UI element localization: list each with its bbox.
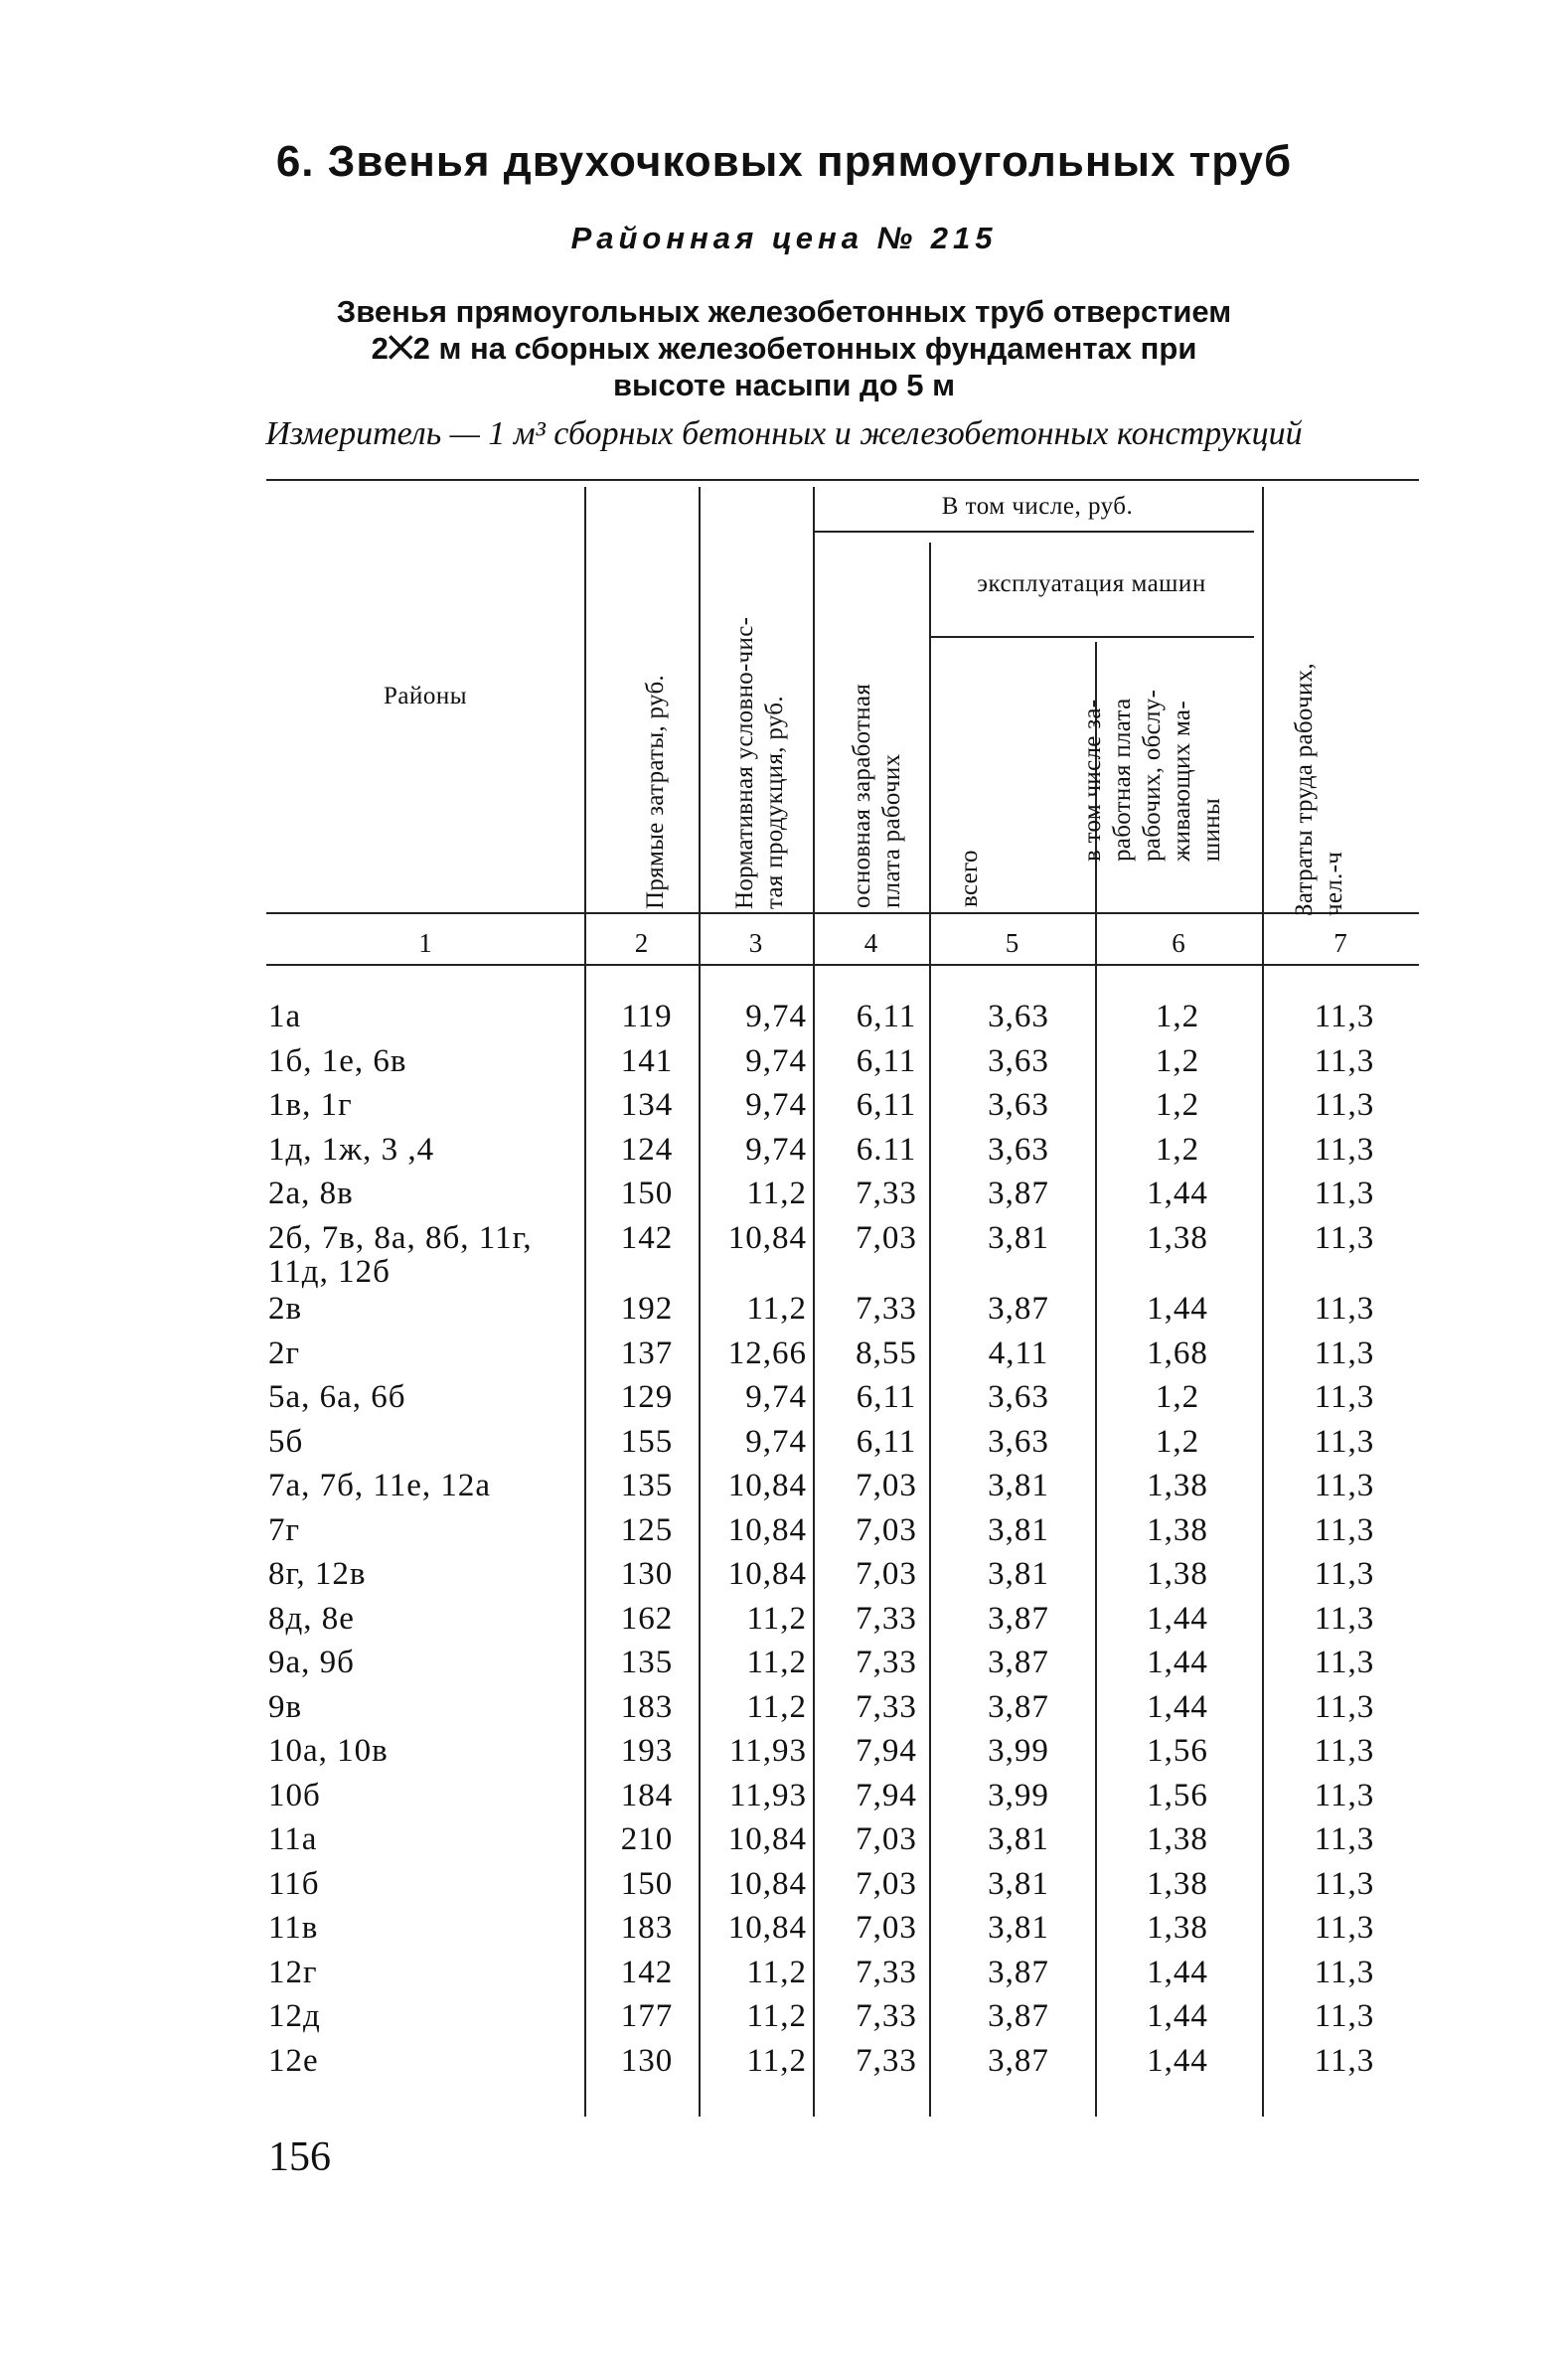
cell-value: 11,3	[1314, 1042, 1375, 1079]
cell-value: 177	[620, 1998, 674, 2034]
cell-value: 4,11	[988, 1335, 1049, 1371]
region-name: 2в	[268, 1291, 303, 1327]
cell-value: 11,3	[1314, 1291, 1375, 1327]
cell-value: 7,03	[856, 1821, 917, 1857]
cell-value: 3,87	[988, 2042, 1049, 2079]
cell-value: 7,33	[856, 1291, 917, 1327]
cell-value: 11,2	[746, 1688, 807, 1725]
cell-value: 1,38	[1147, 1910, 1208, 1946]
cell-value: 3,81	[988, 1219, 1049, 1256]
cell-value: 1,44	[1147, 2042, 1208, 2079]
cell-value: 135	[620, 1468, 674, 1503]
region-name: 11д, 12б	[268, 1253, 391, 1290]
region-name: 11в	[268, 1910, 319, 1946]
cell-value: 192	[620, 1291, 674, 1327]
cell-value: 7,33	[856, 1600, 917, 1637]
cell-value: 1,38	[1147, 1556, 1208, 1592]
cell-value: 1,44	[1147, 1645, 1208, 1680]
cell-value: 11,3	[1314, 1131, 1375, 1168]
header-regions: Районы	[383, 683, 468, 709]
header-normative: Нормативная условно-чис- тая продукция, руб.	[731, 616, 788, 909]
cell-value: 125	[620, 1511, 674, 1548]
cell-value: 11,3	[1314, 1910, 1375, 1946]
cell-value: 7,33	[856, 1645, 917, 1680]
table-top-rule	[266, 479, 1419, 481]
cell-value: 11,2	[746, 1176, 807, 1211]
subtitle-line-3: высоте насыпи до 5 м	[612, 368, 956, 402]
cell-value: 130	[620, 1556, 674, 1592]
cell-value: 3,63	[988, 1379, 1049, 1415]
cell-value: 10,84	[727, 1821, 807, 1857]
column-number: 7	[1333, 928, 1347, 958]
cell-value: 11,2	[746, 1291, 807, 1327]
cell-value: 9,74	[745, 1042, 807, 1079]
cell-value: 3,87	[988, 1600, 1049, 1637]
region-name: 11б	[268, 1865, 320, 1902]
cell-value: 11,3	[1314, 999, 1375, 1034]
cell-value: 11,2	[746, 1954, 807, 1990]
cell-value: 162	[620, 1600, 674, 1637]
cell-value: 9,74	[745, 1087, 807, 1123]
cell-value: 9,74	[745, 1131, 807, 1168]
column-number: 1	[418, 928, 432, 958]
cell-value: 11,3	[1314, 1511, 1375, 1548]
cell-value: 3,99	[988, 1777, 1049, 1813]
cell-value: 150	[620, 1865, 674, 1902]
region-name: 10а, 10в	[268, 1733, 389, 1769]
cell-value: 130	[620, 2042, 674, 2079]
cell-value: 7,33	[856, 1954, 917, 1990]
cell-value: 3,81	[988, 1821, 1049, 1857]
column-number: 2	[634, 928, 649, 958]
column-number: 5	[1005, 928, 1019, 958]
header-including: В том числе, руб.	[941, 493, 1134, 520]
cell-value: 137	[620, 1335, 674, 1371]
subtitle-line-2: 2⨉2 м на сборных железобетонных фундаментах при	[371, 331, 1197, 366]
cell-value: 6,11	[856, 1042, 917, 1079]
region-name: 7г	[268, 1511, 301, 1548]
column-divider-3	[813, 487, 815, 2117]
cell-value: 6.11	[856, 1131, 917, 1168]
cell-value: 1,38	[1147, 1219, 1208, 1256]
cell-value: 124	[620, 1131, 674, 1168]
cell-value: 7,94	[856, 1777, 917, 1813]
cell-value: 11,3	[1314, 1865, 1375, 1902]
region-name: 1д, 1ж, 3 ,4	[268, 1131, 435, 1168]
cell-value: 1,2	[1155, 1379, 1200, 1415]
cell-value: 9,74	[745, 1423, 807, 1460]
column-number: 3	[748, 928, 763, 958]
cell-value: 129	[620, 1379, 674, 1415]
cell-value: 6,11	[856, 999, 917, 1034]
cell-value: 11,3	[1314, 1335, 1375, 1371]
column-number: 6	[1172, 928, 1185, 958]
cell-value: 3,87	[988, 1291, 1049, 1327]
unit-line: Измеритель — 1 м³ сборных бетонных и железобетонных конструкций	[265, 415, 1303, 452]
cell-value: 6,11	[856, 1087, 917, 1123]
cell-value: 10,84	[727, 1511, 807, 1548]
region-name: 9в	[268, 1688, 303, 1725]
region-name: 8д, 8е	[268, 1600, 355, 1637]
cell-value: 10,84	[727, 1556, 807, 1592]
cell-value: 3,81	[988, 1468, 1049, 1503]
region-name: 5б	[268, 1423, 304, 1460]
cell-value: 11,3	[1314, 1821, 1375, 1857]
cell-value: 1,38	[1147, 1821, 1208, 1857]
cell-value: 11,3	[1314, 1600, 1375, 1637]
column-divider-5	[1095, 642, 1097, 2117]
cell-value: 7,33	[856, 1176, 917, 1211]
cell-value: 9,74	[745, 1379, 807, 1415]
cell-value: 10,84	[727, 1468, 807, 1503]
cell-value: 3,99	[988, 1733, 1049, 1769]
region-name: 2г	[268, 1335, 301, 1371]
cell-value: 11,2	[746, 2042, 807, 2079]
cell-value: 3,81	[988, 1556, 1049, 1592]
cell-value: 9,74	[745, 999, 807, 1034]
region-name: 1в, 1г	[268, 1087, 353, 1123]
cell-value: 11,93	[728, 1777, 807, 1813]
cell-value: 7,33	[856, 2042, 917, 2079]
page-number: 156	[268, 2134, 331, 2180]
cell-value: 11,3	[1314, 2042, 1375, 2079]
cell-value: 11,3	[1314, 1998, 1375, 2034]
region-name: 8г, 12в	[268, 1556, 367, 1592]
cell-value: 210	[620, 1821, 674, 1857]
region-name: 9а, 9б	[268, 1645, 355, 1680]
cell-value: 1,2	[1155, 1042, 1200, 1079]
cell-value: 7,33	[856, 1998, 917, 2034]
numbers-bottom-rule	[266, 964, 1419, 966]
cell-value: 3,87	[988, 1645, 1049, 1680]
cell-value: 3,87	[988, 1688, 1049, 1725]
cell-value: 1,56	[1147, 1777, 1208, 1813]
cell-value: 10,84	[727, 1910, 807, 1946]
cell-value: 7,33	[856, 1688, 917, 1725]
cell-value: 3,81	[988, 1910, 1049, 1946]
cell-value: 1,44	[1147, 1998, 1208, 2034]
subtitle-line-1: Звенья прямоугольных железобетонных труб отверстием	[336, 294, 1232, 329]
header-total: всего	[956, 850, 983, 907]
cell-value: 7,03	[856, 1219, 917, 1256]
cell-value: 10,84	[727, 1865, 807, 1902]
cell-value: 1,44	[1147, 1954, 1208, 1990]
cell-value: 7,03	[856, 1511, 917, 1548]
cell-value: 11,3	[1314, 1777, 1375, 1813]
cell-value: 11,3	[1314, 1423, 1375, 1460]
header-bottom-rule	[266, 912, 1419, 914]
cell-value: 184	[620, 1777, 674, 1813]
cell-value: 3,63	[988, 1131, 1049, 1168]
cell-value: 193	[620, 1733, 674, 1769]
cell-value: 3,87	[988, 1176, 1049, 1211]
cell-value: 1,2	[1155, 1131, 1200, 1168]
cell-value: 11,3	[1314, 1733, 1375, 1769]
region-name: 10б	[268, 1777, 321, 1813]
cell-value: 11,3	[1314, 1468, 1375, 1503]
region-name: 2б, 7в, 8а, 8б, 11г,	[268, 1219, 533, 1256]
cell-value: 1,44	[1147, 1176, 1208, 1211]
section-title: 6. Звенья двухочковых прямоугольных труб	[275, 137, 1293, 186]
header-labor: Затраты труда рабочих, чел.-ч	[1291, 663, 1347, 916]
region-name: 2а, 8в	[268, 1176, 354, 1211]
cell-value: 3,63	[988, 1087, 1049, 1123]
cell-value: 7,03	[856, 1468, 917, 1503]
cell-value: 155	[620, 1423, 674, 1460]
cell-value: 3,87	[988, 1954, 1049, 1990]
cell-value: 1,44	[1147, 1600, 1208, 1637]
cell-value: 11,3	[1314, 1087, 1375, 1123]
cell-value: 3,81	[988, 1865, 1049, 1902]
cell-value: 1,38	[1147, 1468, 1208, 1503]
cell-value: 135	[620, 1645, 674, 1680]
cell-value: 142	[620, 1954, 674, 1990]
cell-value: 8,55	[856, 1335, 917, 1371]
header-base-wage: основная заработная плата рабочих	[849, 683, 905, 908]
cell-value: 12,66	[727, 1335, 807, 1371]
cell-value: 7,03	[856, 1910, 917, 1946]
cell-value: 3,63	[988, 1423, 1049, 1460]
cell-value: 11,2	[746, 1645, 807, 1680]
header-direct-costs: Прямые затраты, руб.	[642, 674, 669, 909]
cell-value: 6,11	[856, 1423, 917, 1460]
cell-value: 11,3	[1314, 1556, 1375, 1592]
region-name: 1а	[268, 999, 302, 1034]
cell-value: 1,2	[1155, 999, 1200, 1034]
cell-value: 6,11	[856, 1379, 917, 1415]
region-name: 11а	[268, 1821, 318, 1857]
cell-value: 1,38	[1147, 1865, 1208, 1902]
cell-value: 141	[620, 1042, 674, 1079]
cell-value: 11,2	[746, 1998, 807, 2034]
region-name: 1б, 1е, 6в	[268, 1042, 407, 1079]
cell-value: 11,2	[746, 1600, 807, 1637]
column-number: 4	[863, 928, 878, 958]
price-label: Районная цена № 215	[570, 221, 998, 255]
header-machines: эксплуатация машин	[977, 570, 1206, 597]
region-name: 12е	[268, 2042, 319, 2079]
cell-value: 11,3	[1314, 1688, 1375, 1725]
cell-value: 134	[620, 1087, 674, 1123]
cell-value: 1,68	[1147, 1335, 1208, 1371]
cell-value: 11,3	[1314, 1176, 1375, 1211]
cell-value: 11,3	[1314, 1379, 1375, 1415]
cell-value: 119	[621, 999, 673, 1034]
cell-value: 142	[620, 1219, 674, 1256]
cell-value: 11,3	[1314, 1219, 1375, 1256]
cell-value: 1,2	[1155, 1087, 1200, 1123]
cell-value: 3,63	[988, 999, 1049, 1034]
cell-value: 7,03	[856, 1865, 917, 1902]
column-divider-6	[1262, 487, 1264, 2117]
cell-value: 1,44	[1147, 1688, 1208, 1725]
cell-value: 183	[620, 1910, 674, 1946]
cell-value: 7,94	[856, 1733, 917, 1769]
cell-value: 1,56	[1147, 1733, 1208, 1769]
region-name: 7а, 7б, 11е, 12а	[268, 1468, 492, 1503]
header-incl-wage: в том числе за- работная плата рабочих, обслу- живающих ма- шины	[1079, 689, 1225, 862]
cell-value: 1,2	[1155, 1423, 1200, 1460]
cell-value: 3,81	[988, 1511, 1049, 1548]
column-divider-1	[584, 487, 586, 2117]
cell-value: 3,63	[988, 1042, 1049, 1079]
region-name: 12г	[268, 1954, 318, 1990]
region-name: 12д	[268, 1998, 321, 2034]
cell-value: 1,44	[1147, 1291, 1208, 1327]
cell-value: 11,93	[728, 1733, 807, 1769]
cell-value: 7,03	[856, 1556, 917, 1592]
cell-value: 183	[620, 1688, 674, 1725]
cell-value: 11,3	[1314, 1645, 1375, 1680]
region-name: 5а, 6а, 6б	[268, 1379, 406, 1415]
cell-value: 150	[620, 1176, 674, 1211]
cell-value: 1,38	[1147, 1511, 1208, 1548]
cell-value: 3,87	[988, 1998, 1049, 2034]
cell-value: 11,3	[1314, 1954, 1375, 1990]
cell-value: 10,84	[727, 1219, 807, 1256]
